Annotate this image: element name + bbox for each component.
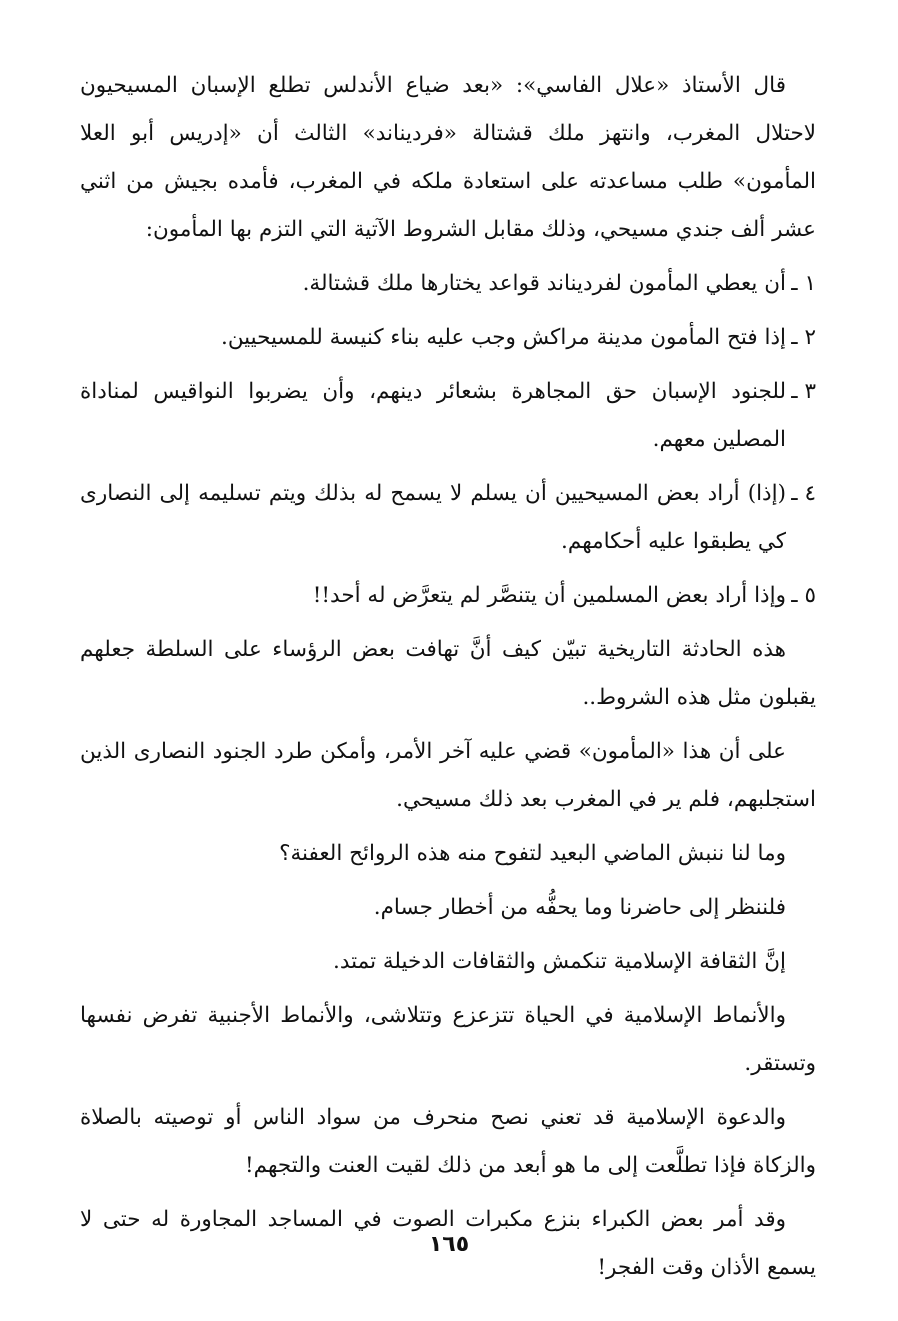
condition-text: (إذا) أراد بعض المسيحيين أن يسلم لا يسمح له بذلك ويتم تسليمه إلى النصارى كي يطبقوا عليه أحكامهم. bbox=[80, 481, 786, 554]
page-number: ١٦٥ bbox=[428, 1232, 470, 1257]
condition-item-1 bbox=[80, 260, 816, 308]
paragraph-past: وما لنا ننبش الماضي البعيد لتفوح منه هذه الروائح العفنة؟ bbox=[279, 841, 786, 866]
condition-number: ٤ ـ bbox=[791, 481, 816, 506]
paragraph-intro: قال الأستاذ «علال الفاسي»: «بعد ضياع الأندلس تطلع الإسبان المسيحيون لاحتلال المغرب، وانتهز ملك قشتالة «فرديناند» الثالث أن «إدريس أبو العلا المأمون» طلب مساعدته على استعادة ملكه في المغرب، فأمده بجيش من اثني عشر ألف جندي مسيحي، وذلك مقابل الشروط الآتية التي التزم بها المأمون: bbox=[80, 73, 816, 242]
page-body bbox=[80, 62, 816, 1298]
paragraph-historical-event: هذه الحادثة التاريخية تبيّن كيف أنَّ تهافت بعض الرؤساء على السلطة جعلهم يقبلون مثل هذه الشروط.. bbox=[80, 637, 816, 710]
condition-item-5 bbox=[80, 572, 816, 620]
paragraph-mamun-end: على أن هذا «المأمون» قضي عليه آخر الأمر، وأمكن طرد الجنود النصارى الذين استجلبهم، فلم ير في المغرب بعد ذلك مسيحي. bbox=[80, 739, 816, 812]
paragraph-culture: إنَّ الثقافة الإسلامية تنكمش والثقافات الدخيلة تمتد. bbox=[333, 949, 786, 974]
paragraph-patterns: والأنماط الإسلامية في الحياة تتزعزع وتتلاشى، والأنماط الأجنبية تفرض نفسها وتستقر. bbox=[80, 1003, 816, 1076]
paragraph-loudspeakers: وقد أمر بعض الكبراء بنزع مكبرات الصوت في المساجد المجاورة له حتى لا يسمع الأذان وقت الفجر! bbox=[80, 1207, 816, 1280]
condition-number: ٥ ـ bbox=[791, 583, 816, 608]
condition-number: ٢ ـ bbox=[791, 325, 816, 350]
condition-item-3 bbox=[80, 368, 816, 464]
condition-number: ٣ ـ bbox=[791, 379, 816, 404]
condition-item-4 bbox=[80, 470, 816, 566]
condition-text: للجنود الإسبان حق المجاهرة بشعائر دينهم، وأن يضربوا النواقيس لمناداة المصلين معهم. bbox=[80, 379, 786, 452]
condition-number: ١ ـ bbox=[791, 271, 816, 296]
condition-text: إذا فتح المأمون مدينة مراكش وجب عليه بناء كنيسة للمسيحيين. bbox=[220, 325, 786, 350]
condition-text: وإذا أراد بعض المسلمين أن يتنصَّر لم يتعرَّض له أحد!! bbox=[312, 583, 786, 608]
paragraph-dawah: والدعوة الإسلامية قد تعني نصح منحرف من سواد الناس أو توصيته بالصلاة والزكاة فإذا تطلَّعت إلى ما هو أبعد من ذلك لقيت العنت والتجهم! bbox=[80, 1105, 816, 1178]
condition-item-2 bbox=[80, 314, 816, 362]
paragraph-present: فلننظر إلى حاضرنا وما يحفُّه من أخطار جسام. bbox=[373, 895, 786, 920]
condition-text: أن يعطي المأمون لفرديناند قواعد يختارها ملك قشتالة. bbox=[302, 271, 786, 296]
